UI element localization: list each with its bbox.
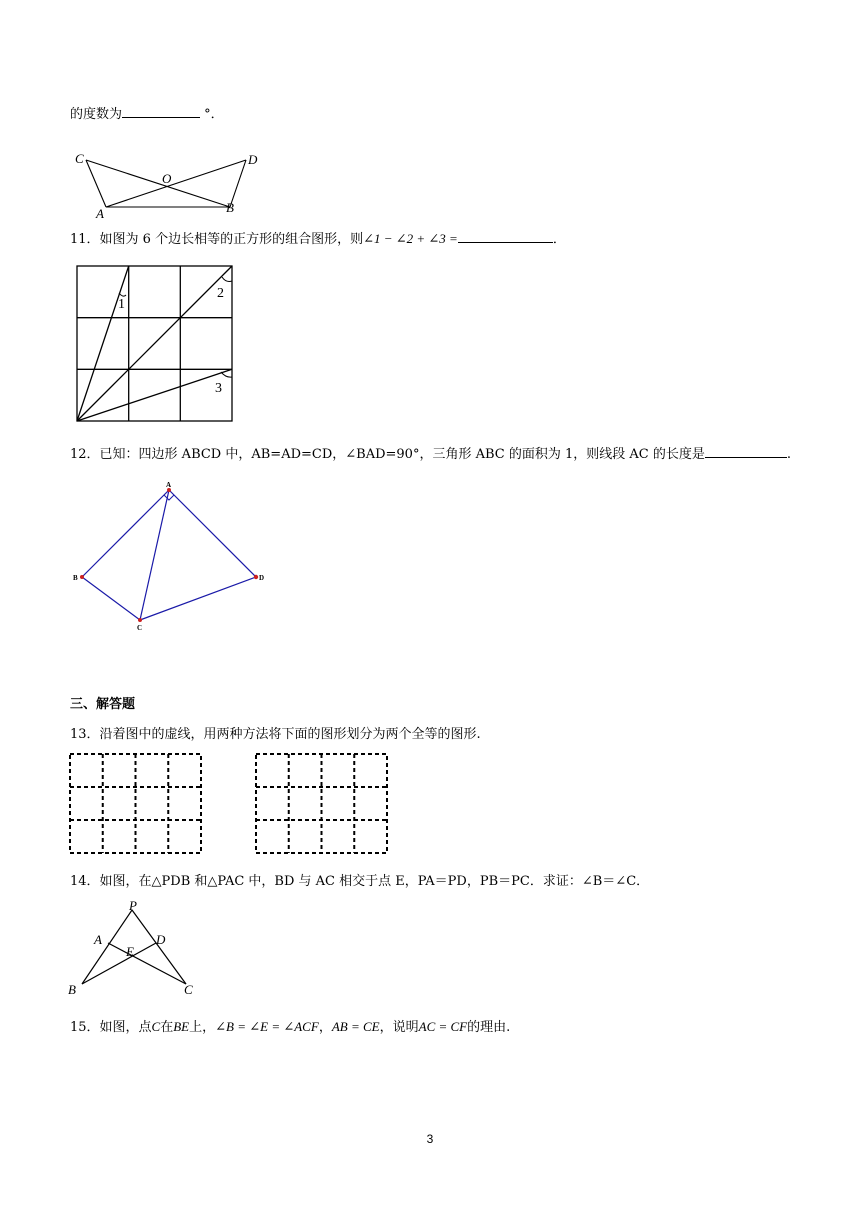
page-number: 3 — [426, 1132, 434, 1146]
q15-text-line — [70, 1016, 510, 1035]
q11-angle-label-2: 2 — [217, 286, 224, 301]
q15-math-5: AC = CF — [418, 1019, 468, 1034]
q12-label-a: A — [166, 481, 172, 489]
q15-part-5: ，说明 — [379, 1020, 419, 1035]
q14-label-a: A — [94, 932, 102, 947]
q15-part-4: ， — [318, 1020, 332, 1035]
q12-label-d: D — [259, 574, 265, 582]
q11-suffix: ． — [552, 232, 566, 247]
q13-dashed-grid-left — [68, 752, 204, 856]
q15-part-1: 15．如图，点 — [70, 1020, 152, 1035]
q14-label-d: D — [156, 932, 166, 947]
q15-part-2: 在 — [160, 1020, 174, 1035]
q14-label-p: P — [129, 898, 137, 913]
q12-label-c: C — [137, 624, 143, 632]
q10-label-d: D — [248, 152, 258, 167]
q14-label-c: C — [184, 982, 193, 997]
q14-text-line — [70, 870, 649, 889]
q11-grid-figure — [76, 265, 234, 423]
q14-triangle-figure — [68, 898, 208, 1000]
q15-part-3: 上， — [189, 1020, 216, 1035]
q10-suffix: °． — [204, 107, 224, 122]
q15-math-3: ∠B = ∠E = ∠ACF — [215, 1019, 319, 1034]
q15-part-6: 的理由. — [467, 1020, 511, 1035]
q10-answer-blank — [122, 105, 200, 118]
q14-label-b: B — [68, 982, 76, 997]
q10-label-o: O — [162, 171, 172, 186]
q14-label-e: E — [126, 944, 134, 959]
q11-expression: ∠1 − ∠2 + ∠3 = — [363, 231, 458, 246]
q12-label-b: B — [73, 574, 78, 582]
q12-text: 12．已知：四边形 ABCD 中，AB=AD=CD，∠BAD=90°，三角形 ABC 的面积为 1，则线段 AC 的长度是 — [70, 447, 705, 462]
q12-answer-blank — [705, 445, 787, 458]
q12-quadrilateral-figure — [70, 480, 280, 635]
q10-text-line — [70, 103, 224, 122]
q11-prefix: 11．如图为 6 个边长相等的正方形的组合图形，则 — [70, 232, 364, 247]
q13-dashed-grid-right — [254, 752, 390, 856]
q11-text-line — [70, 228, 566, 247]
q12-text-line — [70, 443, 791, 462]
q15-math-1: C — [151, 1019, 161, 1034]
q11-angle-label-3: 3 — [215, 381, 222, 396]
q11-answer-blank — [458, 230, 553, 243]
q11-angle-label-1: 1 — [118, 297, 125, 312]
q10-text: 的度数为 — [70, 107, 123, 122]
q13-text: 13．沿着图中的虚线，用两种方法将下面的图形划分为两个全等的图形. — [70, 727, 481, 742]
q10-label-a: A — [96, 206, 104, 220]
q10-figure — [70, 150, 270, 220]
section-heading: 三、解答题 — [70, 697, 136, 712]
q13-text-line — [70, 723, 481, 742]
q15-math-2: BE — [173, 1019, 190, 1034]
q14-text: 14．如图，在△PDB 和△PAC 中，BD 与 AC 相交于点 E，PA＝PD，PB＝PC．求证：∠B＝∠C． — [70, 874, 650, 889]
q12-suffix: . — [786, 447, 791, 462]
q10-label-b: B — [226, 200, 234, 215]
q10-label-c: C — [75, 151, 84, 166]
q15-math-4: AB = CE — [331, 1019, 380, 1034]
